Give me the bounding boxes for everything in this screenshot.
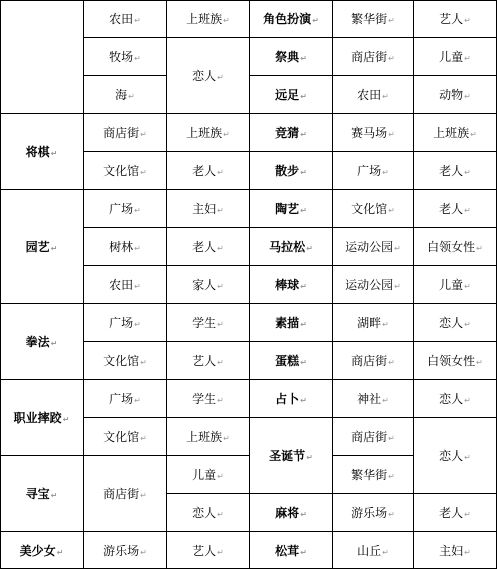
- paragraph-mark-icon: ↵: [464, 282, 471, 291]
- table-cell: [167, 190, 250, 228]
- table-cell: [333, 532, 414, 569]
- cell-text: 文化馆: [103, 430, 140, 444]
- table-cell: [167, 532, 250, 569]
- table-cell: [0, 456, 84, 532]
- table-cell: [84, 190, 167, 228]
- table-cell: [84, 38, 167, 76]
- cell-text: 学生: [192, 316, 217, 330]
- table-cell: [250, 342, 333, 380]
- cell-text: 湖畔: [357, 316, 382, 330]
- cell-text: 老人: [192, 164, 217, 178]
- table-cell: [167, 494, 250, 532]
- table-cell: [167, 38, 250, 114]
- cell-text: 上班族: [433, 126, 470, 140]
- paragraph-mark-icon: ↵: [56, 547, 64, 557]
- table-cell: [414, 494, 497, 532]
- paragraph-mark-icon: ↵: [217, 358, 224, 367]
- cell-text: 上班族: [186, 430, 223, 444]
- paragraph-mark-icon: ↵: [217, 320, 224, 329]
- table-cell: [0, 114, 84, 190]
- paragraph-mark-icon: ↵: [134, 320, 141, 329]
- table-cell: [333, 114, 414, 152]
- paragraph-mark-icon: ↵: [382, 92, 389, 101]
- table-cell: [167, 456, 250, 494]
- cell-text: 游乐场: [351, 506, 388, 520]
- paragraph-mark-icon: ↵: [382, 320, 389, 329]
- table-cell: [167, 0, 250, 38]
- paragraph-mark-icon: ↵: [140, 130, 147, 139]
- cell-text: 广场: [109, 392, 134, 406]
- paragraph-mark-icon: ↵: [134, 16, 141, 25]
- paragraph-mark-icon: ↵: [50, 339, 58, 348]
- cell-text: 商店街: [103, 126, 140, 140]
- cell-text: 农田: [357, 88, 382, 102]
- cell-text: 主妇: [192, 202, 217, 216]
- cell-text: 神社: [357, 392, 382, 406]
- table-cell: [84, 152, 167, 190]
- paragraph-mark-icon: ↵: [62, 415, 70, 424]
- cell-text: 园艺: [25, 240, 50, 254]
- table-cell: [333, 342, 414, 380]
- table-cell: [250, 228, 333, 266]
- table-cell: [333, 228, 414, 266]
- table-cell: [250, 152, 333, 190]
- table-cell: [250, 494, 333, 532]
- cell-text: 广场: [109, 316, 134, 330]
- cell-text: 山丘: [357, 543, 382, 558]
- table-cell: [414, 38, 497, 76]
- table-cell: [84, 418, 167, 456]
- paragraph-mark-icon: ↵: [464, 54, 471, 63]
- cell-text: 赛马场: [351, 126, 388, 140]
- table-cell: [414, 418, 497, 494]
- table-cell: [84, 228, 167, 266]
- cell-text: 海: [115, 88, 128, 102]
- paragraph-mark-icon: ↵: [217, 396, 224, 405]
- cell-text: 恋人: [439, 449, 464, 463]
- paragraph-mark-icon: ↵: [217, 547, 224, 557]
- table-cell: [250, 304, 333, 342]
- cell-text: 农田: [109, 278, 134, 292]
- paragraph-mark-icon: ↵: [217, 510, 224, 519]
- paragraph-mark-icon: ↵: [128, 92, 135, 101]
- cell-text: 上班族: [186, 126, 223, 140]
- paragraph-mark-icon: ↵: [217, 282, 224, 291]
- table-cell: [333, 38, 414, 76]
- paragraph-mark-icon: ↵: [306, 244, 313, 253]
- paragraph-mark-icon: ↵: [464, 510, 471, 519]
- table-cell: [0, 190, 84, 304]
- paragraph-mark-icon: ↵: [470, 130, 477, 139]
- table-cell: [167, 304, 250, 342]
- paragraph-mark-icon: ↵: [134, 244, 141, 253]
- cell-text: 游乐场: [103, 543, 140, 558]
- cell-text: 占卜: [275, 392, 300, 406]
- paragraph-mark-icon: ↵: [382, 168, 389, 177]
- cell-text: 艺人: [192, 354, 217, 368]
- paragraph-mark-icon: ↵: [217, 73, 224, 82]
- paragraph-mark-icon: ↵: [464, 168, 471, 177]
- paragraph-mark-icon: ↵: [312, 16, 319, 25]
- cell-text: 老人: [439, 202, 464, 216]
- cell-text: 松茸: [275, 543, 300, 558]
- table-cell: [167, 152, 250, 190]
- cell-text: 儿童: [439, 50, 464, 64]
- paragraph-mark-icon: ↵: [50, 244, 58, 253]
- paragraph-mark-icon: ↵: [217, 472, 224, 481]
- table-cell: [414, 114, 497, 152]
- cell-text: 白领女性: [427, 354, 476, 368]
- table-cell: [333, 76, 414, 114]
- paragraph-mark-icon: ↵: [388, 472, 395, 481]
- cell-text: 白领女性: [427, 240, 476, 254]
- cell-text: 麻将: [275, 506, 300, 520]
- paragraph-mark-icon: ↵: [388, 206, 395, 215]
- table-cell: [250, 418, 333, 494]
- paragraph-mark-icon: ↵: [476, 244, 483, 253]
- cell-text: 祭典: [275, 50, 300, 64]
- table-cell: [333, 152, 414, 190]
- paragraph-mark-icon: ↵: [134, 54, 141, 63]
- table-cell: [84, 304, 167, 342]
- cell-text: 运动公园: [345, 240, 394, 254]
- paragraph-mark-icon: ↵: [140, 434, 147, 443]
- cell-text: 马拉松: [269, 240, 306, 254]
- cell-text: 牧场: [109, 50, 134, 64]
- table-cell: [250, 266, 333, 304]
- cell-text: 繁华街: [351, 12, 388, 26]
- paragraph-mark-icon: ↵: [300, 320, 307, 329]
- paragraph-mark-icon: ↵: [300, 547, 307, 557]
- cell-text: 运动公园: [345, 278, 394, 292]
- table-cell: [333, 418, 414, 456]
- table-cell: [414, 532, 497, 569]
- cell-text: 美少女: [19, 543, 56, 558]
- paragraph-mark-icon: ↵: [464, 16, 471, 25]
- paragraph-mark-icon: ↵: [476, 358, 483, 367]
- table-cell: [333, 304, 414, 342]
- cell-text: 学生: [192, 392, 217, 406]
- cell-text: 蛋糕: [275, 354, 300, 368]
- paragraph-mark-icon: ↵: [217, 244, 224, 253]
- paragraph-mark-icon: ↵: [388, 130, 395, 139]
- paragraph-mark-icon: ↵: [300, 92, 307, 101]
- cell-text: 素描: [275, 316, 300, 330]
- paragraph-mark-icon: ↵: [134, 282, 141, 291]
- cell-text: 主妇: [439, 543, 464, 558]
- paragraph-mark-icon: ↵: [140, 358, 147, 367]
- cell-text: 拳法: [25, 335, 50, 349]
- cell-text: 艺人: [192, 543, 217, 558]
- paragraph-mark-icon: ↵: [382, 396, 389, 405]
- cell-text: 老人: [439, 164, 464, 178]
- cell-text: 家人: [192, 278, 217, 292]
- paragraph-mark-icon: ↵: [464, 547, 471, 557]
- table-cell: [333, 456, 414, 494]
- paragraph-mark-icon: ↵: [394, 282, 401, 291]
- paragraph-mark-icon: ↵: [464, 206, 471, 215]
- cell-text: 棒球: [275, 278, 300, 292]
- cell-text: 恋人: [439, 392, 464, 406]
- table-cell: [84, 0, 167, 38]
- table-cell: [333, 0, 414, 38]
- cell-text: 角色扮演: [263, 12, 312, 26]
- table-cell: [0, 532, 84, 569]
- table-cell: [333, 190, 414, 228]
- table-cell: [250, 532, 333, 569]
- table-cell: [167, 266, 250, 304]
- cell-text: 圣诞节: [269, 449, 306, 463]
- cell-text: 陶艺: [275, 202, 300, 216]
- cell-text: 商店街: [103, 487, 140, 501]
- table-cell: [414, 342, 497, 380]
- table-cell: [414, 380, 497, 418]
- table-cell: [414, 228, 497, 266]
- table-cell: [0, 380, 84, 456]
- table-cell: [167, 342, 250, 380]
- cell-text: 树林: [109, 240, 134, 254]
- paragraph-mark-icon: ↵: [134, 396, 141, 405]
- paragraph-mark-icon: ↵: [217, 206, 224, 215]
- cell-text: 老人: [439, 506, 464, 520]
- paragraph-mark-icon: ↵: [223, 130, 230, 139]
- paragraph-mark-icon: ↵: [300, 396, 307, 405]
- cell-text: 农田: [109, 12, 134, 26]
- table-cell: [414, 152, 497, 190]
- cell-text: 动物: [439, 88, 464, 102]
- paragraph-mark-icon: ↵: [217, 168, 224, 177]
- table-cell: [250, 380, 333, 418]
- paragraph-mark-icon: ↵: [300, 510, 307, 519]
- cell-text: 上班族: [186, 12, 223, 26]
- table-cell: [84, 266, 167, 304]
- paragraph-mark-icon: ↵: [300, 206, 307, 215]
- paragraph-mark-icon: ↵: [134, 206, 141, 215]
- paragraph-mark-icon: ↵: [300, 130, 307, 139]
- cell-text: 儿童: [192, 468, 217, 482]
- paragraph-mark-icon: ↵: [388, 434, 395, 443]
- cell-text: 商店街: [351, 50, 388, 64]
- table-cell: [414, 190, 497, 228]
- table-cell: [250, 114, 333, 152]
- paragraph-mark-icon: ↵: [464, 320, 471, 329]
- table-cell: [333, 380, 414, 418]
- paragraph-mark-icon: ↵: [464, 92, 471, 101]
- paragraph-mark-icon: ↵: [306, 453, 313, 462]
- table-cell: [167, 114, 250, 152]
- paragraph-mark-icon: ↵: [388, 510, 395, 519]
- paragraph-mark-icon: ↵: [140, 547, 147, 557]
- paragraph-mark-icon: ↵: [223, 434, 230, 443]
- paragraph-mark-icon: ↵: [388, 358, 395, 367]
- paragraph-mark-icon: ↵: [140, 491, 147, 500]
- table-cell: [250, 0, 333, 38]
- cell-text: 恋人: [192, 506, 217, 520]
- table-cell: [250, 76, 333, 114]
- table-cell: [167, 228, 250, 266]
- paragraph-mark-icon: ↵: [50, 149, 58, 158]
- cell-text: 儿童: [439, 278, 464, 292]
- table-cell: [414, 266, 497, 304]
- cell-text: 广场: [109, 202, 134, 216]
- table-cell: [414, 76, 497, 114]
- cell-text: 寻宝: [25, 487, 50, 501]
- cell-text: 恋人: [439, 316, 464, 330]
- paragraph-mark-icon: ↵: [388, 54, 395, 63]
- paragraph-mark-icon: ↵: [394, 244, 401, 253]
- cell-text: 广场: [357, 164, 382, 178]
- paragraph-mark-icon: ↵: [464, 453, 471, 462]
- table-cell: [414, 304, 497, 342]
- table-cell: [84, 456, 167, 532]
- paragraph-mark-icon: ↵: [140, 168, 147, 177]
- cell-text: 艺人: [439, 12, 464, 26]
- table-cell: [84, 342, 167, 380]
- paragraph-mark-icon: ↵: [300, 358, 307, 367]
- table-cell: [0, 304, 84, 380]
- table-cell: [84, 532, 167, 569]
- paragraph-mark-icon: ↵: [300, 168, 307, 177]
- paragraph-mark-icon: ↵: [388, 16, 395, 25]
- cell-text: 将棋: [25, 145, 50, 159]
- cell-text: 远足: [275, 88, 300, 102]
- cell-text: 竞猜: [275, 126, 300, 140]
- paragraph-mark-icon: ↵: [300, 282, 307, 291]
- paragraph-mark-icon: ↵: [300, 54, 307, 63]
- cell-text: 老人: [192, 240, 217, 254]
- table-cell: [250, 190, 333, 228]
- paragraph-mark-icon: ↵: [464, 396, 471, 405]
- table-cell: [333, 494, 414, 532]
- table-cell: [84, 76, 167, 114]
- cell-text: 文化馆: [351, 202, 388, 216]
- cell-text: 恋人: [192, 69, 217, 83]
- cell-text: 文化馆: [103, 164, 140, 178]
- cell-text: 职业摔跤: [13, 411, 62, 425]
- cell-text: 商店街: [351, 430, 388, 444]
- cell-text: 商店街: [351, 354, 388, 368]
- table-cell: [250, 38, 333, 76]
- cell-text: 散步: [275, 164, 300, 178]
- table-cell: [167, 418, 250, 456]
- table-cell: [333, 266, 414, 304]
- paragraph-mark-icon: ↵: [50, 491, 58, 500]
- table-cell: [0, 0, 84, 114]
- paragraph-mark-icon: ↵: [223, 16, 230, 25]
- table-cell: [414, 0, 497, 38]
- table-cell: [84, 380, 167, 418]
- paragraph-mark-icon: ↵: [382, 547, 389, 557]
- table-cell: [84, 114, 167, 152]
- cell-text: 繁华街: [351, 468, 388, 482]
- table-cell: [167, 380, 250, 418]
- cell-text: 文化馆: [103, 354, 140, 368]
